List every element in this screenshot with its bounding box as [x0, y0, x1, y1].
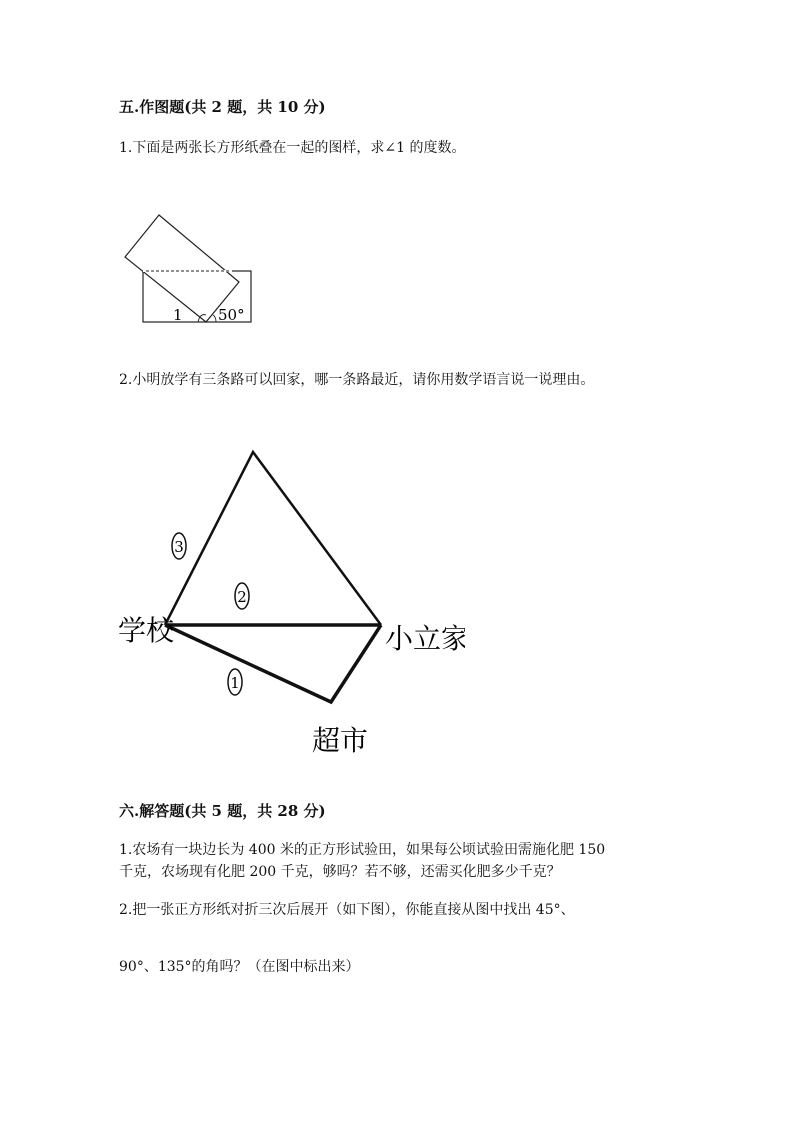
overlapping-rectangles-figure — [118, 205, 258, 330]
question-5-1-text: 1.下面是两张长方形纸叠在一起的图样，求∠1 的度数。 — [119, 140, 466, 156]
school-label: 学校 — [118, 614, 175, 647]
angle1-label: 1 — [173, 306, 183, 324]
home-label: 小立家 — [385, 622, 465, 655]
route2-label: 2 — [237, 588, 247, 606]
route1-path — [165, 625, 381, 702]
angle50-arc — [213, 315, 216, 322]
routes-figure — [115, 440, 465, 765]
route3-label: 3 — [174, 538, 184, 556]
section6-heading: 六.解答题(共 5 题，共 28 分) — [119, 802, 326, 820]
question-6-2-line1: 2.把一张正方形纸对折三次后展开（如下图），你能直接从图中找出 45°、 — [119, 902, 575, 918]
route3-path — [165, 452, 381, 625]
section5-heading: 五.作图题(共 2 题，共 10 分) — [119, 98, 326, 116]
route1-label: 1 — [230, 674, 240, 692]
question-6-2-line2: 90°、135°的角吗？（在图中标出来） — [119, 959, 360, 975]
question-5-2-text: 2.小明放学有三条路可以回家，哪一条路最近，请你用数学语言说一说理由。 — [119, 372, 595, 388]
market-label: 超市 — [312, 724, 369, 757]
question-6-1-line2: 千克，农场现有化肥 200 千克，够吗？若不够，还需买化肥多少千克？ — [119, 864, 561, 880]
angle50-label: 50° — [218, 306, 245, 324]
question-6-1-line1: 1.农场有一块边长为 400 米的正方形试验田，如果每公顷试验田需施化肥 150 — [119, 842, 606, 858]
